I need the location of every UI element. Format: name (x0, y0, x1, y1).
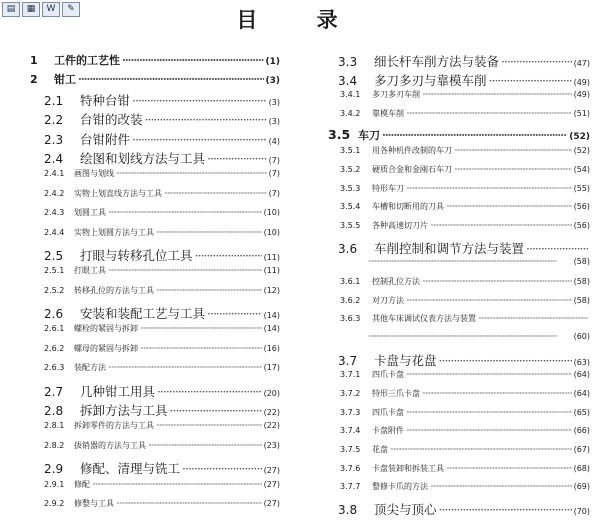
toc-title: 顶尖与顶心 (374, 502, 437, 517)
toc-number: 2.2 (44, 113, 64, 128)
toc-page-number: (7) (268, 155, 280, 165)
toc-number: 2.1 (44, 93, 64, 108)
toc-title: 四爪卡盘 (372, 407, 404, 417)
dot-leader (430, 482, 572, 491)
toc-entry[interactable] (328, 183, 590, 194)
toc-entry[interactable] (30, 207, 280, 218)
toc-continuation[interactable] (328, 257, 590, 266)
toc-entry[interactable] (328, 407, 590, 418)
toc-entry[interactable] (30, 498, 280, 509)
toc-continuation[interactable] (328, 332, 590, 341)
toc-number: 3.5.2 (340, 165, 361, 174)
toc-page-number: (10) (263, 227, 280, 237)
toc-title: 台钳的改装 (80, 112, 143, 128)
toc-page-number: (56) (573, 221, 590, 230)
toc-title: 台钳附件 (80, 131, 131, 147)
dot-leader (108, 363, 262, 372)
toc-number: 3.6.3 (340, 314, 361, 324)
toc-title: 打眼工具 (74, 266, 106, 276)
toc-title: 工件的工艺性 (54, 54, 120, 67)
toc-title: 划圆工具 (74, 208, 106, 218)
toc-number: 3.7.5 (340, 445, 361, 454)
toc-entry[interactable] (30, 420, 280, 431)
toc-number: 2.4.2 (44, 188, 65, 198)
toc-page-number: (54) (573, 165, 590, 174)
toc-title: 拆卸零件的方法与工具 (74, 421, 154, 431)
toc-page-number: (52) (573, 146, 590, 156)
toc-number: 3.7.4 (340, 426, 361, 436)
toc-entry[interactable] (30, 71, 280, 87)
toc-entry[interactable] (328, 388, 590, 399)
toc-number: 2.4.1 (44, 169, 65, 179)
dot-leader (140, 324, 262, 333)
toc-number: 3.5.4 (340, 202, 361, 212)
toc-title: 其他车床调试仪表方法与装置 (372, 314, 476, 324)
toc-number: 2.9.2 (44, 499, 65, 508)
dot-leader (122, 54, 264, 67)
toc-number: 2.5.1 (44, 266, 65, 276)
toc-title: 实物上划直线方法与工具 (74, 188, 162, 198)
dot-leader (145, 112, 267, 127)
dot-leader (157, 384, 262, 399)
toc-entry[interactable] (328, 369, 590, 380)
toc-entry[interactable] (328, 481, 590, 492)
toc-title: 多刀多刃车削 (372, 90, 420, 100)
toc-entry[interactable] (30, 110, 280, 128)
toc-title: 装配方法 (74, 363, 106, 373)
toc-entry[interactable] (328, 276, 590, 287)
toc-page-number: (51) (573, 109, 590, 118)
toc-number: 3.4 (338, 73, 358, 88)
toc-number: 2.6 (44, 307, 64, 322)
toc-entry[interactable] (30, 188, 280, 199)
dot-leader (422, 90, 572, 99)
toc-title: 车削控制和调节方法与装置 (374, 240, 525, 256)
toc-page-number: (52) (569, 131, 590, 142)
toc-title: 用各种机件改制的车刀 (372, 146, 452, 156)
toc-number: 2.6.3 (44, 363, 65, 373)
toc-title: 特形车刀 (372, 183, 404, 193)
toc-entry[interactable] (30, 91, 280, 109)
toc-number: 2.3 (44, 132, 64, 147)
toc-number: 2.4 (44, 151, 64, 166)
toc-page-number: (23) (263, 440, 280, 450)
toc-number: 2.5 (44, 248, 64, 263)
toc-page-number: (60) (573, 332, 590, 341)
toc-number: 3.5.3 (340, 183, 361, 193)
toc-title: 修配、清理与铣工 (80, 461, 181, 477)
toc-title: 车槽和切断用的刀具 (372, 202, 444, 212)
toc-entry[interactable] (30, 304, 280, 322)
dot-leader (108, 266, 262, 275)
toc-title: 螺栓的紧固与拆卸 (74, 324, 138, 334)
toc-number: 3.4.1 (340, 90, 361, 100)
toc-title: 整修卡爪的方法 (372, 482, 428, 492)
toc-number: 2.9.1 (44, 479, 65, 489)
toc-entry[interactable] (328, 164, 590, 175)
dot-leader (406, 370, 572, 379)
toc-page-number: (12) (263, 285, 280, 295)
toc-entry[interactable] (30, 130, 280, 148)
dot-leader (406, 184, 572, 193)
toc-entry[interactable] (328, 295, 590, 306)
toc-entry[interactable] (30, 149, 280, 167)
toc-page-number: (58) (573, 277, 590, 286)
dot-leader (446, 464, 572, 473)
toc-page-number: (67) (573, 445, 590, 454)
doc-icon[interactable]: ▦ (22, 2, 40, 17)
toc-title: 实物上划圆方法与工具 (74, 227, 154, 237)
toc-number: 2.6.2 (44, 343, 65, 353)
toc-entry[interactable] (30, 362, 280, 373)
dot-leader (390, 445, 572, 454)
toc-title: 修配 (74, 479, 90, 489)
toc-number: 2.4.3 (44, 208, 65, 218)
toc-number: 2.5.2 (44, 285, 65, 295)
dot-leader (156, 228, 262, 237)
toc-number: 3.7.7 (340, 482, 361, 492)
word-icon[interactable]: W (42, 2, 60, 17)
toc-entry[interactable] (30, 401, 280, 419)
toc-entry[interactable] (328, 500, 590, 518)
toc-title: 控制孔位方法 (372, 277, 420, 286)
toc-page-number: (1) (265, 57, 280, 67)
dot-leader (368, 257, 572, 266)
toc-entry[interactable] (328, 239, 590, 257)
dot-leader (454, 165, 572, 174)
toc-title: 钳工 (54, 73, 76, 87)
toc-page-number: (47) (573, 59, 590, 68)
page-title: 目 录 (236, 7, 364, 32)
toc-title: 对刀方法 (372, 295, 404, 305)
toc-entry[interactable] (30, 479, 280, 490)
toc-page-number: (70) (573, 507, 590, 516)
toc-entry[interactable] (30, 343, 280, 354)
toc-page-number: (14) (263, 311, 280, 321)
toc-page-number: (58) (573, 257, 590, 267)
dot-leader (92, 480, 262, 489)
toc-title: 各种高速切刀片 (372, 221, 428, 230)
toc-number: 2.8.2 (44, 440, 65, 450)
dot-leader (164, 189, 267, 198)
toc-title: 画图与划线 (74, 169, 114, 179)
dot-leader (132, 93, 267, 108)
toc-entry[interactable] (30, 323, 280, 334)
dot-leader (148, 441, 262, 450)
toc-entry[interactable] (30, 52, 280, 68)
toc-entry[interactable] (328, 52, 590, 70)
toc-number: 3.3 (338, 55, 358, 69)
toc-number: 3.7.2 (340, 389, 361, 398)
dot-leader (207, 151, 267, 166)
toc-number: 3.7.6 (340, 463, 361, 473)
toc-page-number: (66) (573, 426, 590, 436)
toc-title: 特种台钳 (80, 92, 131, 108)
toc-entry[interactable] (328, 108, 590, 119)
toc-title: 多刀多刃与靠模车削 (374, 72, 487, 88)
toc-title: 硬质合金和金刚石车刀 (372, 165, 452, 174)
toc-page-number: (56) (573, 202, 590, 212)
toc-title: 车刀 (358, 128, 380, 142)
toc-title: 细长杆车削方法与装备 (374, 54, 500, 69)
toc-number: 3.8 (338, 503, 358, 517)
toc-entry[interactable] (328, 463, 590, 474)
dot-leader (422, 389, 572, 398)
toc-page-number: (69) (573, 482, 590, 492)
dot-leader (406, 296, 572, 305)
toc-page-number: (17) (263, 363, 280, 373)
toc-title: 特形三爪卡盘 (372, 389, 420, 398)
toc-title: 转移孔位的方法与工具 (74, 285, 154, 295)
dot-leader (382, 129, 567, 142)
pdf-icon[interactable]: ▤ (2, 2, 20, 17)
toc-number: 3.6.2 (340, 295, 361, 305)
toc-page-number: (22) (263, 421, 280, 431)
toc-page-number: (11) (263, 252, 280, 262)
toc-page-number: (3) (268, 97, 280, 107)
toc-page-number: (49) (573, 90, 590, 100)
toc-title: 绘图和划线方法与工具 (80, 150, 206, 166)
toc-title: 卡盘与花盘 (374, 352, 437, 368)
dot-leader (478, 314, 588, 323)
toc-entry[interactable] (328, 425, 590, 436)
dot-leader (132, 132, 267, 147)
dot-leader (368, 332, 572, 341)
dot-leader (430, 221, 572, 230)
toc-entry[interactable] (30, 227, 280, 238)
toc-page-number: (4) (268, 136, 280, 146)
toc-page-number: (10) (263, 208, 280, 218)
toc-title: 靠模车削 (372, 109, 404, 118)
toc-number: 3.5 (328, 126, 351, 142)
dot-leader (439, 502, 572, 517)
toc-page-number: (49) (573, 77, 590, 87)
toc-entry[interactable] (30, 440, 280, 451)
dot-leader (501, 54, 572, 69)
dot-leader (182, 461, 262, 476)
toc-entry[interactable] (328, 220, 590, 231)
toc-page-number: (3) (265, 76, 280, 87)
dot-leader (422, 277, 572, 286)
toc-number: 3.6.1 (340, 277, 361, 286)
dot-leader (116, 499, 262, 508)
dot-leader (116, 169, 267, 178)
toc-title: 几种钳工用具 (80, 383, 156, 399)
toc-title: 螺母的紧固与拆卸 (74, 343, 138, 353)
toc-number: 3.6 (338, 241, 358, 256)
toc-title: 花盘 (372, 445, 388, 454)
toc-page-number: (64) (573, 370, 590, 380)
toc-number: 2.7 (44, 384, 64, 399)
toc-title: 卡盘装卸和拆装工具 (372, 463, 444, 473)
toc-title: 拔销器的方法与工具 (74, 440, 146, 450)
toc-page-number: (63) (573, 357, 590, 367)
toc-page-number: (11) (263, 266, 280, 276)
dot-leader (489, 73, 572, 88)
toc-page-number: (58) (573, 295, 590, 305)
toc-page-number: (68) (573, 463, 590, 473)
toc-title: 修整与工具 (74, 499, 114, 508)
toc-entry[interactable] (328, 71, 590, 89)
toc-number: 2.4.4 (44, 227, 65, 237)
toc-page-number: (27) (263, 479, 280, 489)
toc-page-number: (16) (263, 343, 280, 353)
toc-number: 3.7.3 (340, 407, 361, 417)
toc-number: 2 (30, 73, 38, 87)
attach-icon[interactable]: ✎ (62, 2, 80, 17)
toc-page-number: (14) (263, 324, 280, 334)
toc-title: 拆卸方法与工具 (80, 403, 168, 419)
toc-page-number: (27) (263, 499, 280, 508)
toc-page-number: (55) (573, 183, 590, 193)
toc-title: 卡盘附件 (372, 426, 404, 436)
dot-leader (454, 146, 572, 155)
dot-leader (439, 353, 572, 368)
toc-entry[interactable] (328, 313, 590, 324)
dot-leader (156, 421, 262, 430)
dot-leader (170, 403, 262, 418)
toc-entry[interactable] (30, 168, 280, 179)
toc-page-number: (7) (268, 169, 280, 179)
toc-number: 3.5.1 (340, 146, 361, 156)
toc-page-number: (65) (573, 407, 590, 417)
dot-leader (140, 344, 262, 353)
dot-leader (406, 426, 572, 435)
toc-number: 3.7.1 (340, 370, 361, 380)
toc-page-number: (20) (263, 388, 280, 398)
dot-leader (195, 248, 262, 263)
dot-leader (207, 306, 262, 321)
dot-leader (526, 241, 588, 256)
toc-number: 1 (30, 54, 38, 67)
toc-entry[interactable] (30, 246, 280, 264)
toc-entry[interactable] (328, 127, 590, 143)
dot-leader (446, 202, 572, 211)
toc-title: 打眼与转移孔位工具 (80, 247, 193, 263)
dot-leader (156, 286, 262, 295)
toc-entry[interactable] (328, 351, 590, 369)
toc-page-number: (22) (263, 408, 280, 418)
toc-number: 2.6.1 (44, 324, 65, 334)
toc-number: 2.8 (44, 404, 64, 419)
dot-leader (78, 73, 264, 86)
toc-entry[interactable] (30, 459, 280, 477)
toc-number: 3.7 (338, 353, 358, 368)
toc-entry[interactable] (328, 89, 590, 100)
toc-page-number: (7) (268, 188, 280, 198)
dot-leader (406, 109, 572, 118)
toc-page-number: (27) (263, 466, 280, 476)
toc-number: 3.5.5 (340, 221, 361, 230)
toc-title: 四爪卡盘 (372, 370, 404, 380)
toc-page-number: (3) (268, 117, 280, 127)
toc-entry[interactable] (30, 265, 280, 276)
toc-entry[interactable] (30, 382, 280, 400)
toc-entry[interactable] (328, 444, 590, 455)
toc-entry[interactable] (30, 285, 280, 296)
toc-number: 2.9 (44, 462, 64, 477)
toc-number: 3.4.2 (340, 109, 361, 118)
dot-leader (406, 408, 572, 417)
toc-entry[interactable] (328, 145, 590, 156)
toc-entry[interactable] (328, 201, 590, 212)
toc-number: 2.8.1 (44, 421, 65, 431)
toc-page-number: (64) (573, 389, 590, 398)
toc-title: 安装和装配工艺与工具 (80, 306, 206, 322)
dot-leader (108, 208, 262, 217)
